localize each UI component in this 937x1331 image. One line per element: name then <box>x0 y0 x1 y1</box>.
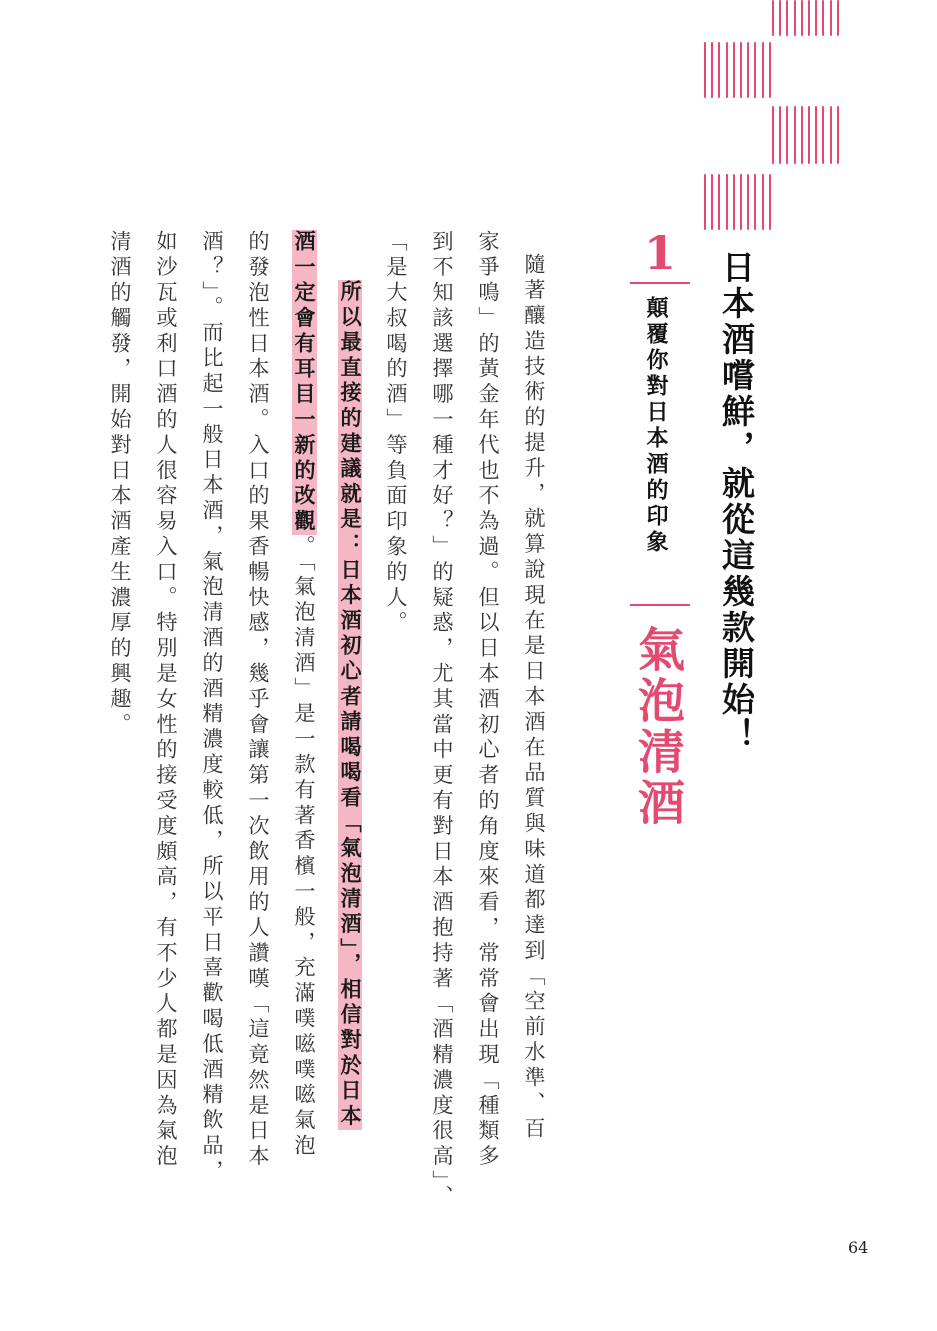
body-line: 「是大叔喝的酒」等負面印象的人。 <box>384 230 409 637</box>
body-line: 的發泡性日本酒。入口的果香暢快感，幾乎會讓第一次飲用的人讚嘆「這竟然是日本 <box>246 230 271 1170</box>
body-line: 清酒的觸發，開始對日本酒產生濃厚的興趣。 <box>108 230 133 738</box>
highlight-line <box>338 280 362 1130</box>
subtitle: 顛覆你對日本酒的印象 <box>643 296 668 556</box>
body-line: 隨著釀造技術的提升，就算說現在是日本酒在品質與味道都達到「空前水準、百 <box>522 253 547 1142</box>
body-line: 到不知該選擇哪一種才好？」的疑惑，尤其當中更有對日本酒抱持著「酒精濃度很高」、 <box>430 230 455 1210</box>
body-line: 如沙瓦或利口酒的人很容易入口。特別是女性的接受度頗高，有不少人都是因為氣泡 <box>154 230 179 1170</box>
body-line: 酒？」。而比起一般日本酒，氣泡清酒的酒精濃度較低，所以平日喜歡喝低酒精飲品， <box>200 230 225 1185</box>
divider-bottom <box>630 604 690 606</box>
decorative-stripes-2 <box>704 42 771 98</box>
topic-title: 氣泡清酒 <box>630 625 685 829</box>
decorative-stripes-4 <box>704 174 771 230</box>
page-number: 64 <box>848 1238 869 1257</box>
page-title: 日本酒嚐鮮，就從這幾款開始！ <box>717 250 756 754</box>
body-line: 家爭鳴」的黃金年代也不為過。但以日本酒初心者的角度來看，常常會出現「種類多 <box>476 230 501 1170</box>
highlight-text: 所以最直接的建議就是：日本酒初心者請喝喝看「氣泡清酒」，相信對於日本 <box>338 280 362 1130</box>
decorative-stripes-3 <box>772 106 839 164</box>
divider-top <box>630 282 690 284</box>
body-line-mixed <box>292 230 316 1159</box>
body-text: 。「氣泡清酒」是一款有著香檳一般，充滿噗嗞噗嗞氣泡 <box>292 534 317 1160</box>
highlight-text-bold: 酒一定會有耳目一新的改觀 <box>292 230 317 535</box>
decorative-stripes-top <box>772 0 839 36</box>
section-number: 1 <box>644 226 677 280</box>
